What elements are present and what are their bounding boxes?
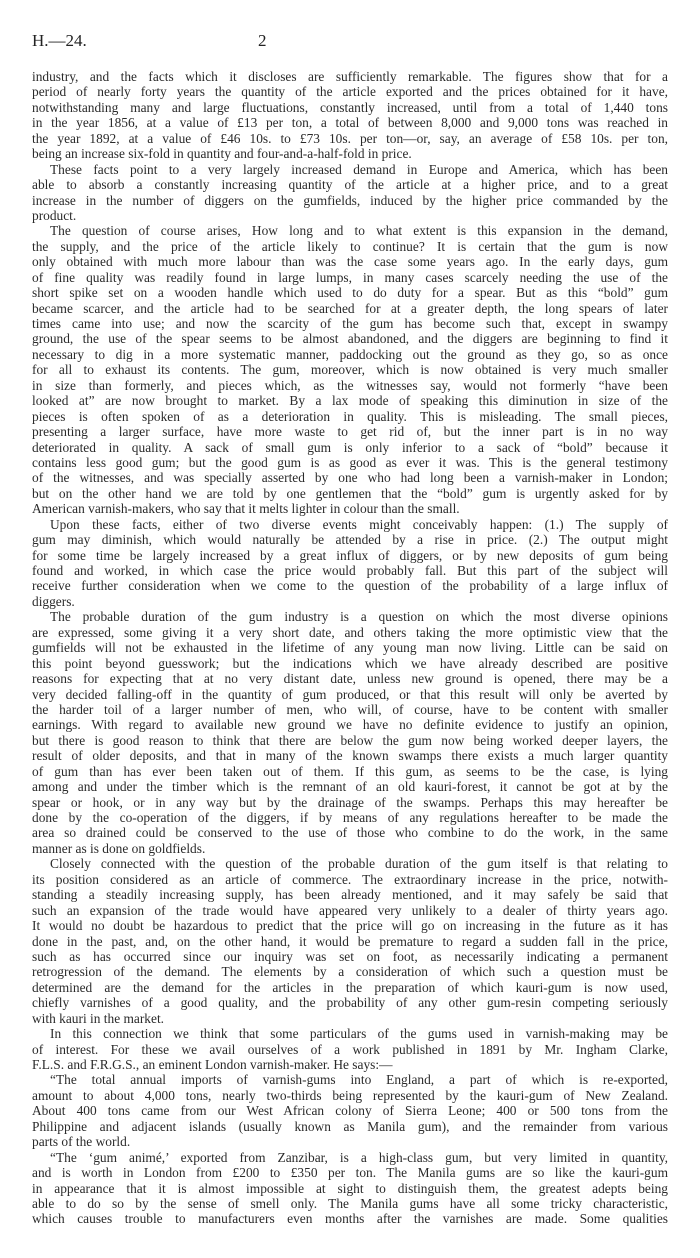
text-line: able to absorb a constantly increasing quantity of the article at a higher price, and to a great (32, 177, 668, 193)
text-line: in size than formerly, and pieces which, as the witnesses say, would not formerly “have been (32, 377, 668, 393)
text-line: ground, the use of the spear seems to be almost abandoned, and the diggers are beginning to find it (32, 331, 668, 347)
text-line: but on the other hand we are told by one gentlemen that the “bold” gum is urgently asked for by (32, 485, 668, 501)
text-line: the year 1892, at a value of £46 10s. to £73 10s. per ton—or, say, an average of £58 10s. per ton, (32, 130, 668, 146)
body-text (32, 69, 668, 1227)
text-line: result of older deposits, and that in many of the known swamps there exists a much larger quantity (32, 748, 668, 764)
text-line: of the witnesses, and was specially asserted by one who had long been a varnish-maker in London; (32, 470, 668, 486)
text-line: spear or hook, or in any way but by the drainage of the swamps. Perhaps this may hereafter be (32, 794, 668, 810)
paragraph (32, 162, 668, 224)
paragraph (32, 609, 668, 856)
text-line: which causes trouble to manufacturers even months after the varnishes are made. Some qualities (32, 1211, 668, 1227)
paragraph (32, 223, 668, 516)
text-line: such an expansion of the trade would have appeared very unlikely to a dealer of thirty years ago. (32, 902, 668, 918)
text-line: Upon these facts, either of two diverse events might conceivably happen: (1.) The supply of (50, 516, 668, 532)
text-line: able to do so by the sense of smell only. The Manila gums have all some tricky characteristic, (32, 1195, 668, 1211)
text-line: manner as is done on goldfields. (32, 840, 206, 856)
text-line: The probable duration of the gum industry is a question on which the most diverse opinions (50, 609, 668, 625)
text-line: American varnish-makers, who say that it melts lighter in colour than the small. (32, 501, 460, 517)
text-line: are expressed, some giving it a very short date, and others taking the more optimistic view that the (32, 624, 668, 640)
text-line: F.L.S. and F.R.G.S., an eminent London varnish-maker. He says:— (32, 1057, 393, 1072)
text-line: period of nearly forty years the quantity of the article exported and the prices obtained for it have, (32, 84, 668, 100)
text-line: in the year 1856, at a value of £13 per ton, a total of between 8,000 and 9,000 tons was reached in (32, 115, 668, 131)
text-line: necessary to dig in a more systematic manner, paddocking out the ground as they go, so as once (32, 346, 668, 362)
text-line: diggers. (32, 593, 75, 609)
text-line: very decided falling-off in the quantity of gum produced, or that this result will only be averted by (32, 686, 668, 702)
text-line: being an increase six-fold in quantity and four-and-a-half-fold in price. (32, 146, 412, 162)
text-line: short spike set on a wooden handle which used to do duty for a spear. But as this “bold” gum (32, 285, 668, 301)
text-line: with kauri in the market. (32, 1010, 165, 1026)
text-line: times came into use; and now the scarcity of the gum has become such that, except in swampy (32, 316, 668, 331)
text-line: for all to exhaust its contents. The gum, moreover, which is now obtained is very much smaller (32, 362, 668, 378)
text-line: its position considered as an article of commerce. The extraordinary increase in the price, notwith- (32, 871, 668, 887)
text-line: only obtained with much more labour than was the case some years ago. In the early days, gum (32, 254, 668, 270)
text-line: Philippine and adjacent islands (usually known as Manila gum), and the remainder from various (32, 1118, 668, 1134)
text-line: gum may diminish, which would naturally be attended by a rise in price. (2.) The output might (32, 532, 668, 548)
text-line: of fine quality was readily found in large lumps, in many cases scarcely needing the use of the (32, 269, 668, 285)
text-line: These facts point to a very largely increased demand in Europe and America, which has been (50, 161, 668, 177)
text-line: done by the co-operation of the diggers, if by means of any regulations hereafter to be made the (32, 810, 668, 825)
text-line: industry, and the facts which it discloses are sufficiently remarkable. The figures show that for a (32, 69, 668, 84)
text-line: such as has occurred since our inquiry was set on foot, as necessarily indicating a permanent (32, 948, 668, 964)
text-line: “The ‘gum animé,’ exported from Zanzibar, is a high-class gum, but very limited in quantity, (50, 1149, 668, 1165)
text-line: in appearance that it is almost impossible at sight to distinguish them, the greatest adepts being (32, 1180, 668, 1196)
text-line: presenting a larger surface, have more waste to get rid of, but the inner part is in no way (32, 424, 668, 440)
text-line: gumfields will not be exhausted in the lifetime of any young man now living. Little can be said on (32, 640, 668, 656)
text-line: earnings. With regard to available new ground we have no definite evidence to justify an opinion, (32, 717, 668, 733)
text-line: found and worked, in which case the price would probably fall. But this part of the subject will (32, 563, 668, 578)
text-line: Closely connected with the question of the probable duration of the gum itself is that relating to (50, 856, 668, 872)
text-line: standing a steadily increasing supply, has been already mentioned, and it may safely be said that (32, 887, 668, 903)
text-line: contains less good gum; but the good gum is as good as ever it was. This is the general testimony (32, 454, 668, 470)
text-line: product. (32, 207, 77, 223)
text-line: of interest. For these we avail ourselves of a work published in 1891 by Mr. Ingham Clarke, (32, 1041, 668, 1057)
text-line: done in the past, and, on the other hand, it would be premature to regard a sudden fall in the price, (32, 933, 668, 949)
text-line: became scarcer, and the article had to be searched for at a greater depth, the long spears of later (32, 300, 668, 316)
text-line: the supply, and the price of the article likely to continue? It is certain that the gum is now (32, 238, 668, 254)
text-line: pieces is often spoken of as a deterioration in quality. This is misleading. The small pieces, (32, 408, 668, 424)
text-line: parts of the world. (32, 1134, 131, 1150)
text-line: deteriorated in quality. A sack of small gum is only inferior to a sack of “bold” because it (32, 439, 668, 455)
text-line: About 400 tons came from our West African colony of Sierra Leone; 400 or 500 tons from the (32, 1103, 668, 1119)
text-line: It would no doubt be hazardous to predict that the price will go on increasing in the future as it has (32, 918, 668, 934)
text-line: for some time be largely increased by a great influx of diggers, or by new deposits of gum being (32, 547, 668, 563)
page-number: 2 (258, 31, 267, 50)
paragraph (32, 1072, 668, 1149)
text-line: amount to about 4,000 tons, nearly two-thirds being represented by the kauri-gum of New Zealand. (32, 1087, 668, 1103)
paragraph (32, 517, 668, 610)
text-line: increase in the number of diggers on the gumfields, induced by the higher price commanded by the (32, 192, 668, 208)
paragraph (32, 69, 668, 162)
text-line: In this connection we think that some particulars of the gums used in varnish-making may be (50, 1026, 668, 1042)
text-line: and is worth in London from £200 to £350 per ton. The Manila gums are so like the kauri-gum (32, 1165, 668, 1181)
text-line: chiefly varnishes of a good quality, and the probability of any other gum-resin competing seriously (32, 995, 668, 1011)
text-line: area so drained could be conserved to the use of those who combine to do the work, in the same (32, 825, 668, 841)
text-line: among and under the timber which is the remnant of an old kauri-forest, it cannot be got at by the (32, 779, 668, 795)
text-line: notwithstanding many and large fluctuations, constantly increased, until from a total of 1,440 tons (32, 99, 668, 115)
text-line: determined are the demand for the articles in the preparation of which kauri-gum is now used, (32, 979, 668, 995)
paragraph (32, 1026, 668, 1072)
text-line: reasons for expecting that at no very distant date, unless new ground is opened, there may be a (32, 671, 668, 687)
document-reference: H.—24. (32, 31, 87, 50)
text-line: looked at” are now brought to market. By a lax mode of speaking this diminution in size of the (32, 393, 668, 409)
text-line: retrogression of the demand. The elements by a consideration of which such a question must be (32, 964, 668, 980)
text-line: “The total annual imports of varnish-gums into England, a part of which is re-exported, (50, 1072, 668, 1088)
text-line: of gum than has ever been taken out of them. If this gum, as seems to be the case, is lying (32, 763, 668, 779)
paragraph (32, 856, 668, 1026)
text-line: the harder toil of a larger number of men, who will, of course, have to be content with smaller (32, 701, 668, 717)
text-line: receive further consideration when we come to the question of the probability of a large influx of (32, 578, 668, 594)
text-line: this point beyond guesswork; but the indications which we have already described are positive (32, 655, 668, 671)
paragraph (32, 1150, 668, 1227)
text-line: The question of course arises, How long and to what extent is this expansion in the demand, (50, 223, 668, 239)
text-line: but there is good reason to think that there are below the gum now being worked deeper layers, the (32, 732, 668, 748)
